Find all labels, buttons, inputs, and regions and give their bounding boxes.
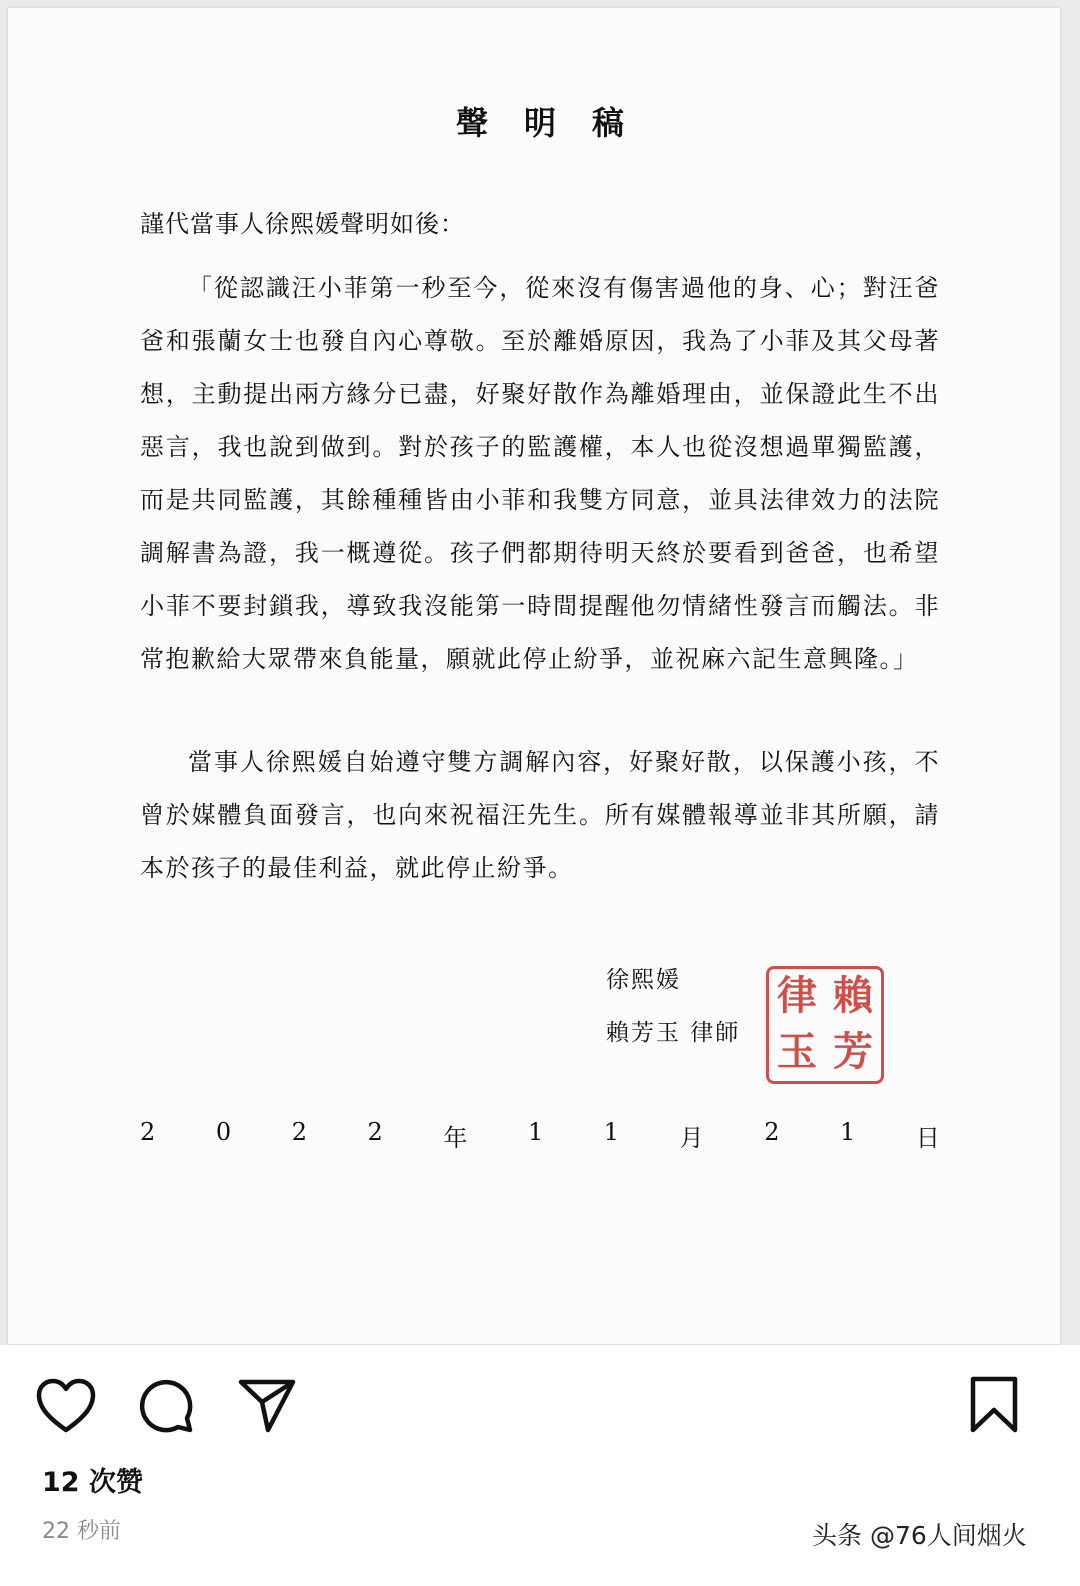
post-timestamp: 22 秒前: [42, 1519, 121, 1544]
bookmark-icon[interactable]: [968, 1376, 1020, 1434]
date-char: 2: [140, 1118, 156, 1146]
signatory-lawyer: 賴芳玉 律師: [606, 1020, 741, 1046]
date-char: 1: [603, 1118, 620, 1146]
heart-icon[interactable]: [36, 1378, 96, 1434]
date-char: 年: [443, 1124, 468, 1152]
share-icon[interactable]: [238, 1378, 296, 1434]
date-char: 2: [367, 1118, 383, 1146]
date-char: 1: [840, 1118, 856, 1146]
date-char: 1: [527, 1118, 544, 1146]
statement-paragraph-2: 當事人徐熙媛自始遵守雙方調解內容，好聚好散，以保護小孩，不曾於媒體負面發言，也向來祝福汪先生。所有媒體報導並非其所願，請本於孩子的最佳利益，就此停止紛爭。: [140, 748, 940, 882]
date-char: 2: [291, 1118, 307, 1146]
like-count[interactable]: 12 次赞: [42, 1467, 143, 1498]
seal-char: 玉: [777, 1028, 817, 1075]
salutation: 謹代當事人徐熙媛聲明如後：: [140, 210, 465, 238]
document-date: [140, 1118, 940, 1153]
lawyer-seal: [766, 966, 884, 1084]
signatory-client: 徐熙媛: [606, 967, 681, 993]
date-char: 0: [215, 1118, 232, 1146]
watermark: 头条 @76人间烟火: [812, 1521, 1027, 1550]
date-char: 月: [679, 1124, 704, 1152]
seal-char: 律: [777, 972, 817, 1019]
seal-char: 賴: [833, 972, 873, 1019]
statement-paragraph-1: 「從認識汪小菲第一秒至今，從來沒有傷害過他的身、心；對汪爸爸和張蘭女士也發自內心尊敬。至於離婚原因，我為了小菲及其父母著想，主動提出兩方緣分已盡，好聚好散作為離婚理由，並保證此生不出惡言，我也說到做到。對於孩子的監護權，本人也從沒想過單獨監護，而是共同監護，其餘種種皆由小菲和我雙方同意，並具法律效力的法院調解書為證，我一概遵從。孩子們都期待明天終於要看到爸爸，也希望小菲不要封鎖我，導致我沒能第一時間提醒他勿情緒性發言而觸法。非常抱歉給大眾帶來負能量，願就此停止紛爭，並祝麻六記生意興隆。」: [140, 274, 940, 673]
date-char: 日: [915, 1124, 940, 1152]
seal-char: 芳: [833, 1028, 873, 1075]
date-char: 2: [764, 1118, 780, 1146]
document-title: 聲明稿: [455, 104, 660, 142]
comment-icon[interactable]: [138, 1378, 194, 1434]
